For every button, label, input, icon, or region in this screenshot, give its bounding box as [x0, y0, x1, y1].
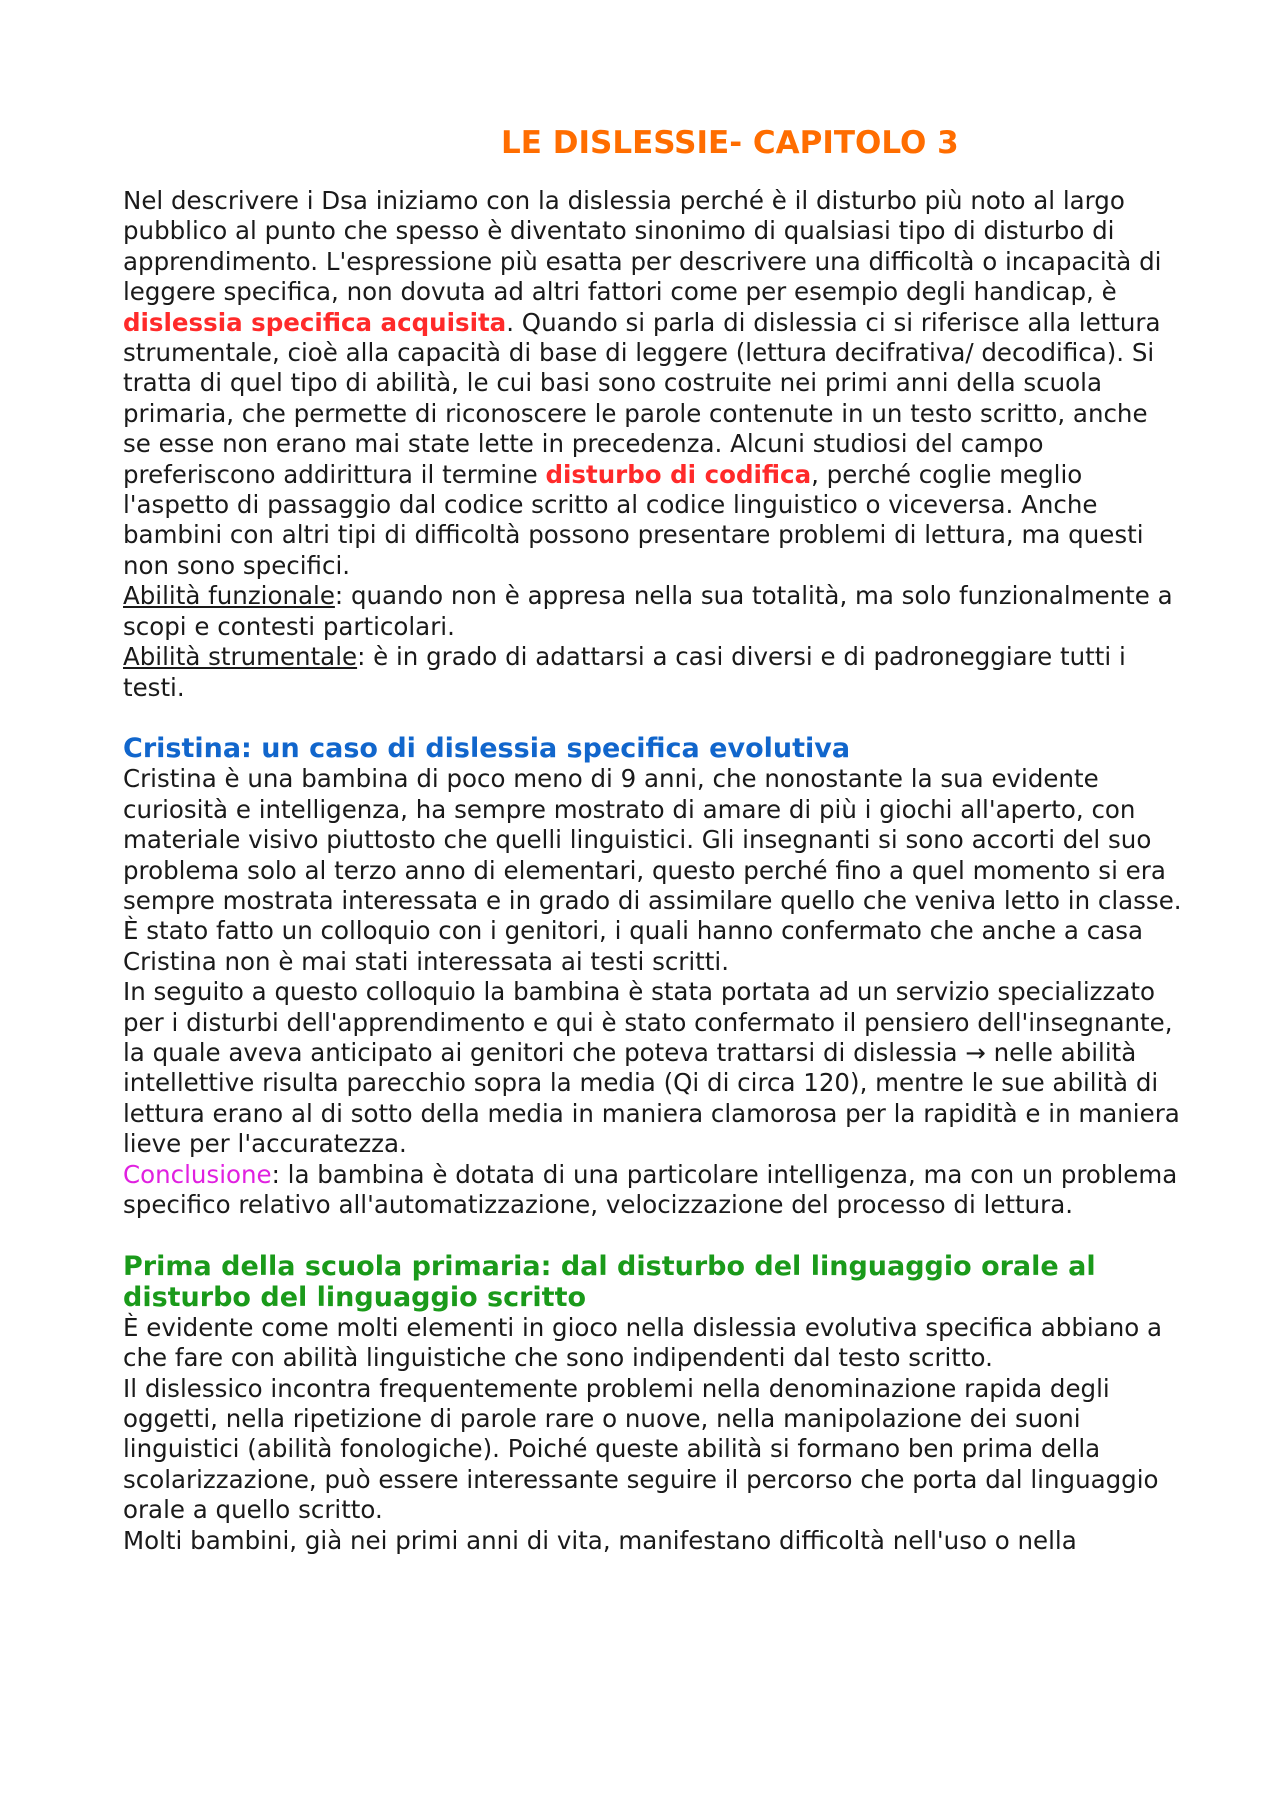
- section-heading-cristina: Cristina: un caso di dislessia specifica evolutiva: [123, 733, 851, 765]
- intro-text-2: . Quando si parla di dislessia ci si riferisce alla lettura strumentale, cioè alla capacità di base di leggere (lettura decifrativa/ decodifica). Si tratta di quel tipo di abilità, le cui basi sono costruite nei primi anni della scuola primaria, che permette di riconoscere le parole contenute in un testo scritto, anche se esse non erano mai state lette in precedenza. Alcuni studiosi del campo preferiscono addirittura il termine: [123, 307, 1161, 489]
- section2-paragraph-2: Il dislessico incontra frequentemente problemi nella denominazione rapida degli oggetti, nella ripetizione di parole rare o nuove, nella manipolazione dei suoni linguistici (abilità fonologiche). Poiché queste abilità si formano ben prima della scolarizzazione, può essere interessante seguire il percorso che porta dal linguaggio orale a quello scritto.: [123, 1373, 1159, 1525]
- highlight-term-dislessia: dislessia specifica acquisita: [123, 307, 507, 337]
- section2-paragraph-3: Molti bambini, già nei primi anni di vita, manifestano difficoltà nell'uso o nella: [123, 1525, 1077, 1555]
- document-title: LE DISLESSIE- CAPITOLO 3: [501, 125, 959, 161]
- definition-term: Abilità strumentale: [123, 642, 358, 672]
- definition-funzionale: [123, 581, 1183, 642]
- definition-term: Abilità funzionale: [123, 581, 335, 611]
- definition-text: : quando non è appresa nella sua totalità, ma solo funzionalmente a scopi e contesti particolari.: [123, 581, 1173, 641]
- document-page: [123, 122, 1183, 1556]
- definition-text: : è in grado di adattarsi a casi diversi e di padroneggiare tutti i testi.: [123, 642, 1126, 702]
- definition-strumentale: [123, 642, 1183, 703]
- section1-paragraph-2: È stato fatto un colloquio con i genitori, i quali hanno confermato che anche a casa Cristina non è mai stati interessata ai testi scritti.: [123, 916, 1143, 976]
- intro-text-3: , perché coglie meglio l'aspetto di passaggio dal codice scritto al codice linguistico o viceversa. Anche bambini con altri tipi di difficoltà possono presentare problemi di lettura, ma questi non sono specifici.: [123, 459, 1144, 580]
- intro-text-1: Nel descrivere i Dsa iniziamo con la dislessia perché è il disturbo più noto al largo pubblico al punto che spesso è diventato sinonimo di qualsiasi tipo di disturbo di apprendimento. L'espressione più esatta per descrivere una difficoltà o incapacità di leggere specifica, non dovuta ad altri fattori come per esempio degli handicap, è: [123, 186, 1162, 307]
- section1-conclusion: [123, 1160, 1183, 1221]
- spacer: [123, 703, 1183, 733]
- conclusion-text: : la bambina è dotata di una particolare intelligenza, ma con un problema specifico relativo all'automatizzazione, velocizzazione del processo di lettura.: [123, 1159, 1178, 1219]
- spacer: [123, 1220, 1183, 1250]
- section1-paragraph-3: In seguito a questo colloquio la bambina è stata portata ad un servizio specializzato per i disturbi dell'apprendimento e qui è stato confermato il pensiero dell'insegnante, la quale aveva anticipato ai genitori che poteva trattarsi di dislessia → nelle abilità intellettive risulta parecchio sopra la media (Qi di circa 120), mentre le sue abilità di lettura erano al di sotto della media in maniera clamorosa per la rapidità e in maniera lieve per l'accuratezza.: [123, 977, 1180, 1159]
- section2-paragraph-1: È evidente come molti elementi in gioco nella dislessia evolutiva specifica abbiano a che fare con abilità linguistiche che sono indipendenti dal testo scritto.: [123, 1312, 1163, 1373]
- conclusion-label: Conclusione: [123, 1159, 272, 1189]
- section-heading-primaria: Prima della scuola primaria: dal disturbo del linguaggio orale al disturbo del linguaggio scritto: [123, 1250, 1096, 1313]
- section1-paragraph-1: Cristina è una bambina di poco meno di 9 anni, che nonostante la sua evidente curiosità e intelligenza, ha sempre mostrato di amare di più i giochi all'aperto, con materiale visivo piuttosto che quelli linguistici. Gli insegnanti si sono accorti del suo problema solo al terzo anno di elementari, questo perché fino a quel momento si era sempre mostrata interessata e in grado di assimilare quello che veniva letto in classe.: [123, 764, 1182, 915]
- intro-paragraph: [123, 186, 1183, 581]
- highlight-term-codifica: disturbo di codifica: [545, 459, 812, 489]
